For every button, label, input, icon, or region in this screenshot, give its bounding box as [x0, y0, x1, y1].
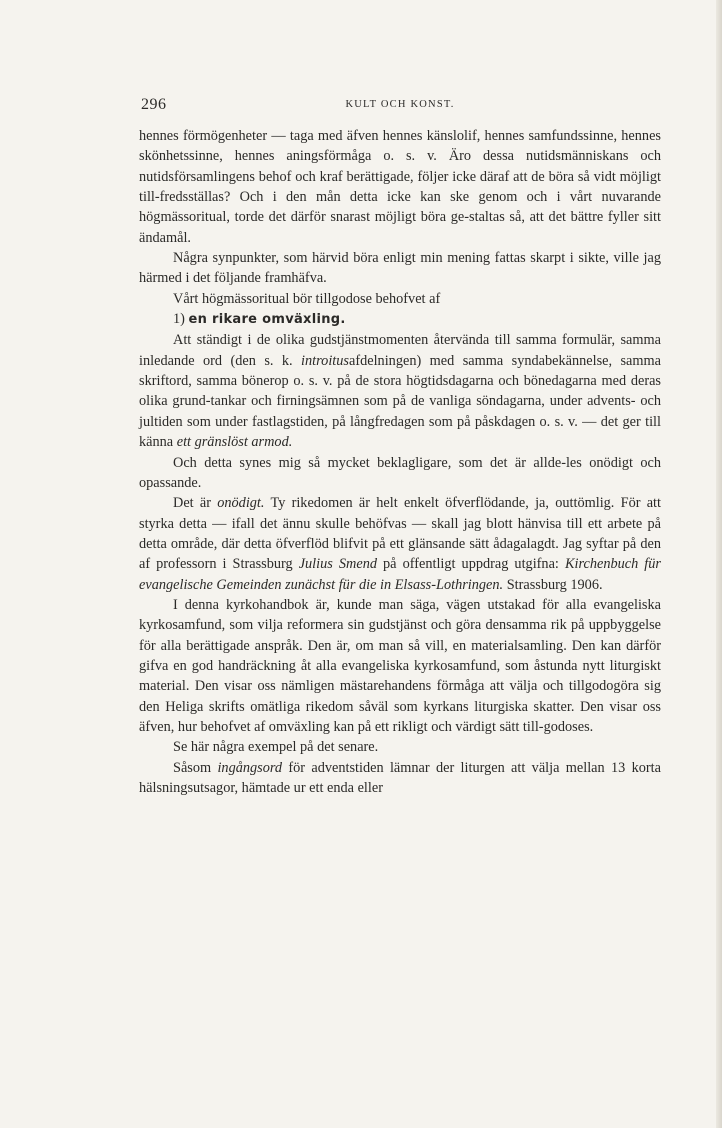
paragraph-10: [139, 758, 661, 799]
italic-book-title: Kirchenbuch für evangelische Gemeinden zunächst für die in Elsass-Lothringen.: [139, 556, 661, 593]
italic-author: Julius Smend: [298, 556, 377, 573]
text-run: afdelningen) med samma syndabekännelse, samma skriftord, samma bönerop o. s. v. på de stora högtidsdagarna och bönedagarna med deras olika grund-tankar och firningsämnen som på de vanliga söndagarna, under advents- och jultiden som under fastlagstiden, på långfredagen som på påskdagen o. s. v. — det ger till känna: [139, 352, 661, 451]
paragraph-3: Vårt högmässoritual bör tillgodose behofvet af: [173, 290, 441, 307]
paragraph-6: Och detta synes mig så mycket beklagligare, som det är allde-les onödigt och opassande.: [139, 454, 661, 491]
text-run: Ty rikedomen är helt enkelt öfverflödande, ja, outtömlig. För att styrka detta — ifall det ännu skulle behöfvas — skall jag blott hänvisa till ett arbete på detta område, där detta öfverflöd blifvit på ett glänsande sätt ådagalagdt. Jag syftar på den af professorn i Strassburg: [139, 495, 661, 573]
italic-phrase: ett gränslöst armod.: [176, 434, 293, 451]
text-run: för adventstiden lämnar der liturgen att välja mellan 13 korta hälsningsutsagor, hämtade ur ett enda eller: [139, 759, 661, 796]
text-run: Strassburg 1906.: [503, 576, 603, 593]
running-title: KULT OCH KONST.: [345, 99, 455, 110]
paragraph-8: I denna kyrkohandbok är, kunde man säga, vägen utstakad för alla evangeliska kyrkosamfund, som vilja reformera sin gudstjänst och göra densamma rik på uppbyggelse för alla berättigade anspråk. Den är, om man så vill, en materialsamling. Den kan därför gifva en god handräckning åt alla evangeliska kyrkosamfund, som åstunda nytt liturgiskt material. Den visar oss nämligen mästarehandens förmåga att välja och tillgodogöra sig den Heliga skrifts omätliga rikedom såväl som kyrkans liturgiska skatter. Den visar oss äfven, hur behofvet af omväxling kan på ett rikligt och värdigt sätt till-godoses.: [139, 596, 661, 735]
paragraph-5: [139, 330, 661, 452]
paragraph-4: [139, 309, 661, 330]
text-run: Det är: [173, 495, 218, 512]
page-number: 296: [141, 96, 167, 113]
text-run: Att ständigt i de olika gudstjänstmomenten återvända till samma formulär, samma inledande ord (den s. k.: [139, 332, 661, 369]
list-number: 1): [173, 311, 189, 328]
italic-term: introitus: [301, 352, 349, 369]
paragraph-2: Några synpunkter, som härvid böra enligt min mening fattas skarpt i sikte, ville jag härmed i det följande framhäfva.: [139, 250, 661, 287]
paragraph-1: hennes förmögenheter — taga med äfven hennes känslolif, hennes samfundssinne, hennes skönhetssinne, hennes aningsförmåga o. s. v. Äro dessa nutidsmänniskans och nutidsförsamlingens behof och kraf berättigade, följer icke däraf att de böra så vidt möjligt till-fredsställas? Och i den mån detta icke kan ske genom och i vårt nuvarande högmässoritual, torde det därför snarast möjligt böra ge-staltas så, att det bättre fyller sitt ändamål.: [139, 128, 661, 246]
page-header: [139, 96, 661, 116]
text-run: på offentligt uppdrag utgifna:: [377, 556, 565, 573]
bold-heading: en rikare omväxling.: [188, 312, 346, 328]
text-run: Såsom: [173, 759, 218, 776]
italic-term: ingångsord: [217, 759, 283, 776]
paragraph-7: [139, 493, 661, 595]
page-edge: [716, 0, 722, 1128]
body-text: [139, 126, 661, 798]
italic-term: onödigt.: [217, 495, 265, 512]
paragraph-9: Se här några exempel på det senare.: [173, 739, 379, 756]
